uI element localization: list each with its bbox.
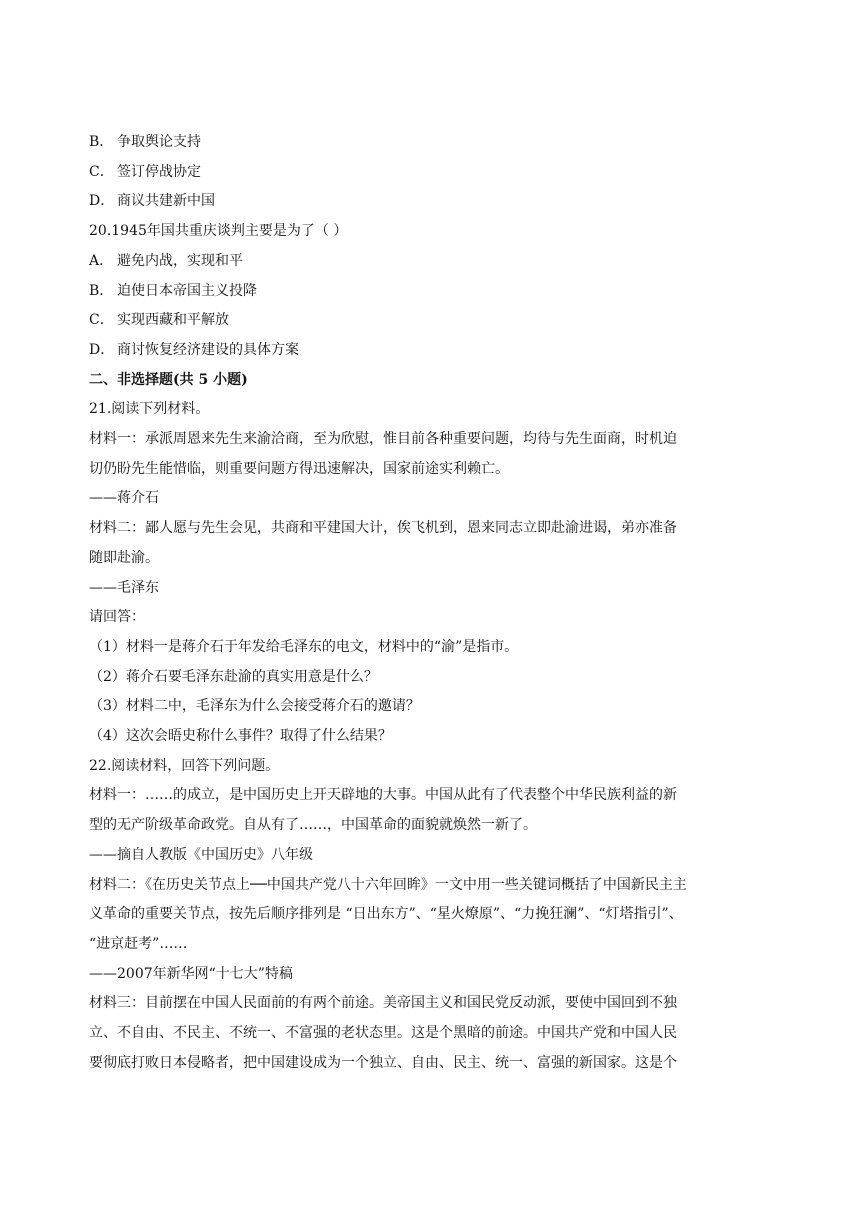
q21-material2-line2: 随即赴渝。 — [89, 549, 159, 566]
option-letter: C． — [89, 163, 114, 180]
q22-stem: 22.阅读材料，回答下列问题。 — [89, 757, 280, 774]
q21-question-2: （2）蒋介石要毛泽东赴渝的真实用意是什么？ — [89, 668, 378, 685]
q22-material3-line3: 要彻底打败日本侵略者，把中国建设成为一个独立、自由、民主、统一、富强的新国家。这是个 — [89, 1054, 677, 1071]
option-text: 实现西藏和平解放 — [117, 312, 229, 329]
q21-stem: 21.阅读下列材料。 — [89, 401, 210, 418]
q20-option-b — [89, 277, 775, 307]
q21-material1-line2: 切仍盼先生能惜临，则重要问题方得迅速解决，国家前途实利赖亡。 — [89, 460, 509, 477]
q21-source1: ——蒋介石 — [89, 490, 159, 507]
option-letter: A． — [89, 252, 114, 269]
option-letter: B． — [89, 134, 114, 150]
q21-question-4: （4）这次会晤史称什么事件？取得了什么结果？ — [89, 728, 392, 745]
q22-material2-line3: “进京赶考”…… — [89, 935, 188, 952]
option-text: 商讨恢复经济建设的具体方案 — [117, 341, 299, 358]
q22-material1-line2: 型的无产阶级革命政党。自从有了……，中国革命的面貌就焕然一新了。 — [89, 817, 537, 834]
section-heading: 二、非选择题(共 5 小题) — [89, 371, 248, 388]
q22-material2-line1: 材料二：《在历史关节点上──中国共产党八十六年回眸》一文中用一些关键词概括了中国新民主主 — [89, 876, 687, 893]
option-letter: C． — [89, 312, 114, 329]
option-text: 商议共建新中国 — [117, 193, 215, 210]
q22-source2: ——2007年新华网“十七大”特稿 — [89, 965, 293, 982]
q21-material2-line1: 材料二：鄙人愿与先生会见，共商和平建国大计，俟飞机到，恩来同志立即赴渝进谒，弟亦准备 — [89, 520, 677, 537]
document-body — [89, 128, 775, 1079]
q20-option-d — [89, 336, 775, 366]
q19-option-d — [89, 187, 775, 217]
q19-option-b — [89, 128, 775, 158]
q20-stem: 20.1945年国共重庆谈判主要是为了（ ） — [89, 223, 348, 240]
option-letter: B． — [89, 282, 114, 299]
q22-source1: ——摘自人教版《中国历史》八年级 — [89, 846, 313, 863]
option-text: 争取舆论支持 — [117, 134, 201, 150]
q20-option-a — [89, 247, 775, 277]
q21-question-1: （1）材料一是蒋介石于年发给毛泽东的电文，材料中的“渝”是指市。 — [89, 638, 519, 655]
q21-material1-line1: 材料一：承派周恩来先生来渝洽商，至为欣慰，惟目前各种重要问题，均待与先生面商，时机迫 — [89, 431, 677, 448]
q22-material3-line1: 材料三：目前摆在中国人民面前的有两个前途。美帝国主义和国民党反动派，要使中国回到不独 — [89, 995, 677, 1012]
option-text: 避免内战，实现和平 — [117, 252, 243, 269]
q21-prompt: 请回答： — [89, 609, 145, 626]
q21-source2: ——毛泽东 — [89, 579, 159, 596]
q19-option-c — [89, 158, 775, 188]
option-letter: D． — [89, 193, 115, 210]
q21-question-3: （3）材料二中，毛泽东为什么会接受蒋介石的邀请？ — [89, 698, 420, 715]
option-letter: D． — [89, 341, 115, 358]
option-text: 迫使日本帝国主义投降 — [117, 282, 257, 299]
q22-material3-line2: 立、不自由、不民主、不统一、不富强的老状态里。这是个黑暗的前途。中国共产党和中国人民 — [89, 1025, 677, 1042]
q22-material1-line1: 材料一：……的成立，是中国历史上开天辟地的大事。中国从此有了代表整个中华民族利益的新 — [89, 787, 677, 804]
q22-material2-line2: 义革命的重要关节点，按先后顺序排列是 “日出东方”、“星火燎原”、“力挽狂澜”、“灯塔指引”、 — [89, 906, 683, 923]
q20-option-c — [89, 306, 775, 336]
option-text: 签订停战协定 — [117, 163, 201, 180]
